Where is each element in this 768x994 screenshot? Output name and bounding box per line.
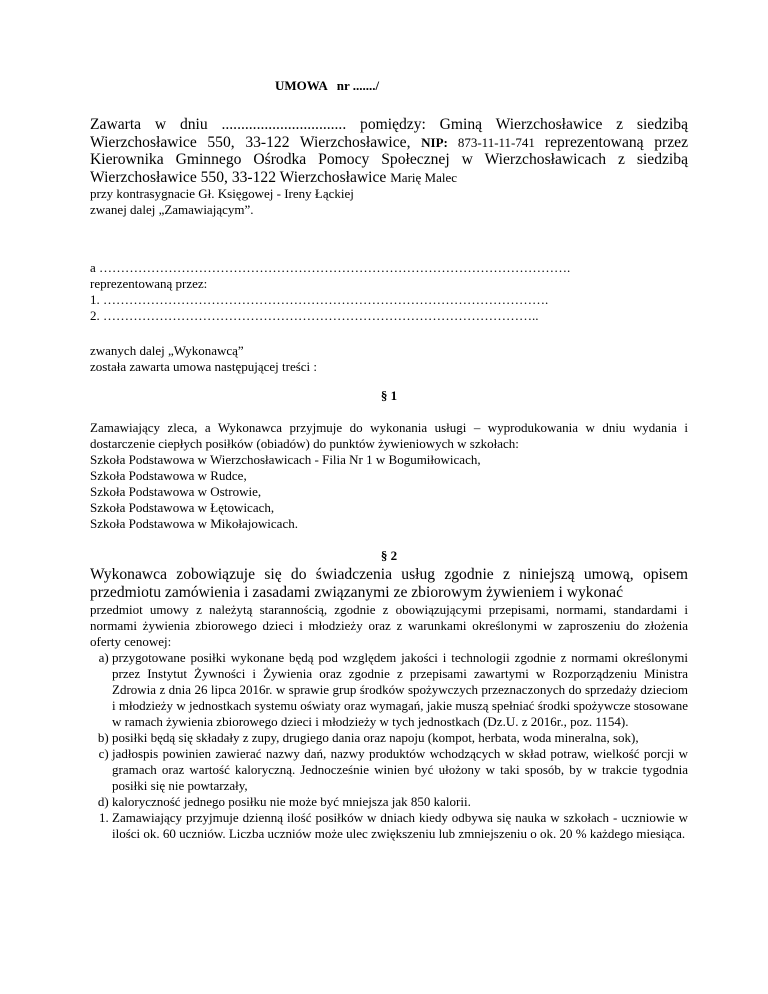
school-item: Szkoła Podstawowa w Mikołajowicach. [90, 516, 298, 531]
school-item: Szkoła Podstawowa w Rudce, [90, 468, 247, 483]
contractor-block [90, 260, 688, 324]
numbered-item: 1. Zamawiający przyjmuje dzienną ilość posiłków w dniach kiedy odbywa się nauka w szkołach - uczniowie w ilości ok. 60 uczniów. Liczba uczniów może ulec zwiększeniu lub zmniejszeniu o ok. 20 % każdego miesiąca. [112, 810, 688, 842]
intro-text-2: reprezentowaną przez Kierownika Gminnego Ośrodka Pomocy Społecznej w Wierzchosławicach z siedzibą Wierzchosławice 550, 33-122 Wierzchosławice [90, 133, 688, 186]
representative-name: Marię Malec [390, 169, 458, 185]
school-item: Szkoła Podstawowa w Wierzchosławicach - Filia Nr 1 w Bogumiłowicach, [90, 452, 481, 467]
requirement-item: c. jadłospis powinien zawierać nazwy dań, nazwy produktów wchodzących w skład potraw, wielkość porcji w gramach oraz wartość kaloryczną. Jednocześnie winien być ułożony w taki sposób, by w trakcie tygodnia posiłki się nie powtarzały, [112, 746, 688, 794]
school-item: Szkoła Podstawowa w Ostrowie, [90, 484, 262, 499]
orderer-called-line: zwanej dalej „Zamawiającym”. [90, 202, 254, 217]
represented-by: reprezentowaną przez: [90, 276, 208, 291]
section-2-text: przedmiot umowy z należytą starannością, zgodnie z obowiązującymi przepisami, normami, standardami i normami żywienia zbiorowego dzieci i młodzieży oraz z warunkami określonymi w zaproszeniu do złożenia oferty cenowej: [90, 602, 688, 649]
countersign-line: przy kontrasygnacie Gł. Księgowej - Ireny Łąckiej [90, 186, 354, 201]
section-1-text: Zamawiający zleca, a Wykonawca przyjmuje do wykonania usługi – wyprodukowania w dniu wydania i dostarczenie ciepłych posiłków (obiadów) do punktów żywieniowych w szkołach: [90, 420, 688, 451]
contractor-called-line: zwanych dalej „Wykonawcą” [90, 343, 244, 358]
section-1-heading: § 1 [380, 388, 398, 403]
contractor-line: a ………………………………………………………………………………………………. [90, 260, 571, 275]
intro-text-1: Zawarta w dniu ................................ pomiędzy: Gminą Wierzchosławice z siedzibą Wierzchosławice 550, 33-122 Wierzchosławice, [90, 116, 688, 151]
requirements-list [90, 650, 688, 810]
contractor-called-block [90, 343, 688, 375]
concluded-line: została zawarta umowa następującej treści : [90, 359, 318, 374]
section-2-lead-text: Wykonawca zobowiązuje się do świadczenia usług zgodnie z niniejszą umową, opisem przedmiotu zamówienia i zasadami związanymi ze zbiorowym żywieniem i wykonać [90, 566, 688, 601]
representative-1: 1. …………………………………………………………………………………………. [90, 292, 549, 307]
representative-2: 2. ……………………………………………………………………………………….. [90, 308, 539, 323]
intro-paragraph [90, 116, 688, 218]
section-1-body [90, 420, 688, 532]
requirement-item: a. przygotowane posiłki wykonane będą pod względem jakości i technologii zgodnie z normami określonymi przez Instytut Żywności i Żywienia oraz zgodnie z przepisami zawartymi w Rozporządzeniu Ministra Zdrowia z dnia 26 lipca 2016r. w sprawie grup środków spożywczych przeznaczonych do sprzedaży dzieciom i młodzieży w jednostkach systemu oświaty oraz wymagań, jakie muszą spełniać środki spożywcze stosowane w ramach żywienia zbiorowego dzieci i młodzieży w tych jednostkach (Dz.U. z 2016r., poz. 1154). [112, 650, 688, 730]
nip-label: NIP: [421, 134, 448, 150]
requirement-item: d. kaloryczność jednego posiłku nie może być mniejsza jak 850 kalorii. [112, 794, 688, 810]
numbered-list [90, 810, 688, 842]
nip-value: 873-11-11-741 [447, 134, 545, 150]
section-2-body [90, 566, 688, 842]
section-2-heading: § 2 [380, 548, 398, 563]
requirement-item: b. posiłki będą się składały z zupy, drugiego dania oraz napoju (kompot, herbata, woda mineralna, sok), [112, 730, 688, 746]
school-item: Szkoła Podstawowa w Łętowicach, [90, 500, 275, 515]
contract-title: UMOWA nr ......./ [275, 78, 380, 93]
